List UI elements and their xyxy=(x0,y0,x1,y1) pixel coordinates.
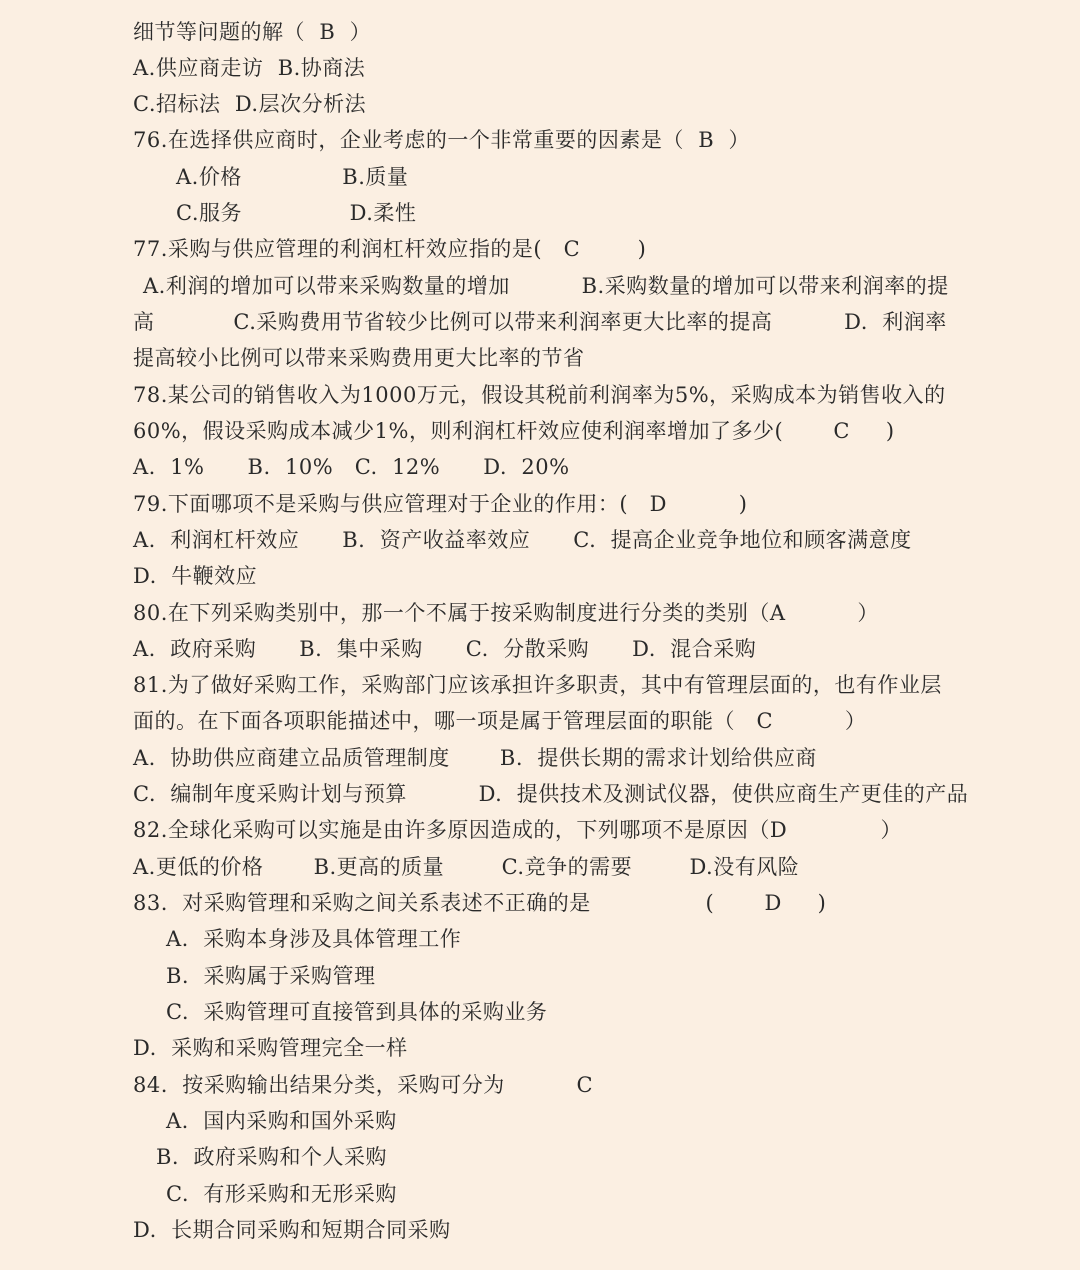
text-line: A.更低的价格 B.更高的质量 C.竞争的需要 D.没有风险 xyxy=(133,855,800,879)
text-line: C.服务 D.柔性 xyxy=(176,201,417,225)
text-line: C. 有形采购和无形采购 xyxy=(166,1182,397,1206)
text-line: 79.下面哪项不是采购与供应管理对于企业的作用：( D ) xyxy=(133,492,748,516)
text-line: A. 利润杠杆效应 B. 资产收益率效应 C. 提高企业竞争地位和顾客满意度 xyxy=(133,528,912,552)
text-line: A. 采购本身涉及具体管理工作 xyxy=(166,927,462,951)
text-line: 80.在下列采购类别中，那一个不属于按采购制度进行分类的类别（A ） xyxy=(133,601,879,625)
text-line: A.利润的增加可以带来采购数量的增加 B.采购数量的增加可以带来利润率的提 xyxy=(143,274,949,298)
text-line: D. 采购和采购管理完全一样 xyxy=(133,1036,408,1060)
text-line: B. 采购属于采购管理 xyxy=(166,964,376,988)
text-line: 面的。在下面各项职能描述中，哪一项是属于管理层面的职能（ C ） xyxy=(133,709,867,733)
text-line: A. 国内采购和国外采购 xyxy=(166,1109,397,1133)
text-line: 77.采购与供应管理的利润杠杆效应指的是( C ) xyxy=(133,237,647,261)
text-line: A.供应商走访 B.协商法 xyxy=(133,56,366,80)
text-line: 83. 对采购管理和采购之间关系表述不正确的是 ( D ) xyxy=(133,891,827,915)
text-line: 82.全球化采购可以实施是由许多原因造成的，下列哪项不是原因（D ） xyxy=(133,818,903,842)
text-line: 78.某公司的销售收入为1000万元，假设其税前利润率为5%，采购成本为销售收入的 xyxy=(133,383,946,407)
text-line: 84. 按采购输出结果分类，采购可分为 C xyxy=(133,1073,594,1097)
text-line: 76.在选择供应商时，企业考虑的一个非常重要的因素是（ B ） xyxy=(133,128,751,152)
text-line: D. 长期合同采购和短期合同采购 xyxy=(133,1218,451,1242)
text-line: 81.为了做好采购工作，采购部门应该承担许多职责，其中有管理层面的，也有作业层 xyxy=(133,673,942,697)
text-line: A.价格 B.质量 xyxy=(176,165,409,189)
text-line: 提高较小比例可以带来采购费用更大比率的节省 xyxy=(133,346,585,370)
text-line: 细节等问题的解（ B ） xyxy=(133,20,372,44)
text-line: A. 协助供应商建立品质管理制度 B. 提供长期的需求计划给供应商 xyxy=(133,746,817,770)
text-line: 60%，假设采购成本减少1%，则利润杠杆效应使利润率增加了多少( C ) xyxy=(133,419,895,443)
text-line: D. 牛鞭效应 xyxy=(133,564,258,588)
text-line: 高 C.采购费用节省较少比例可以带来利润率更大比率的提高 D. 利润率 xyxy=(133,310,947,334)
text-line: B. 政府采购和个人采购 xyxy=(156,1145,387,1169)
text-line: A. 1% B. 10% C. 12% D. 20% xyxy=(133,455,570,479)
text-line: C.招标法 D.层次分析法 xyxy=(133,92,367,116)
text-line: A. 政府采购 B. 集中采购 C. 分散采购 D. 混合采购 xyxy=(133,637,757,661)
text-line: C. 采购管理可直接管到具体的采购业务 xyxy=(166,1000,548,1024)
text-line: C. 编制年度采购计划与预算 D. 提供技术及测试仪器，使供应商生产更佳的产品 xyxy=(133,782,969,806)
